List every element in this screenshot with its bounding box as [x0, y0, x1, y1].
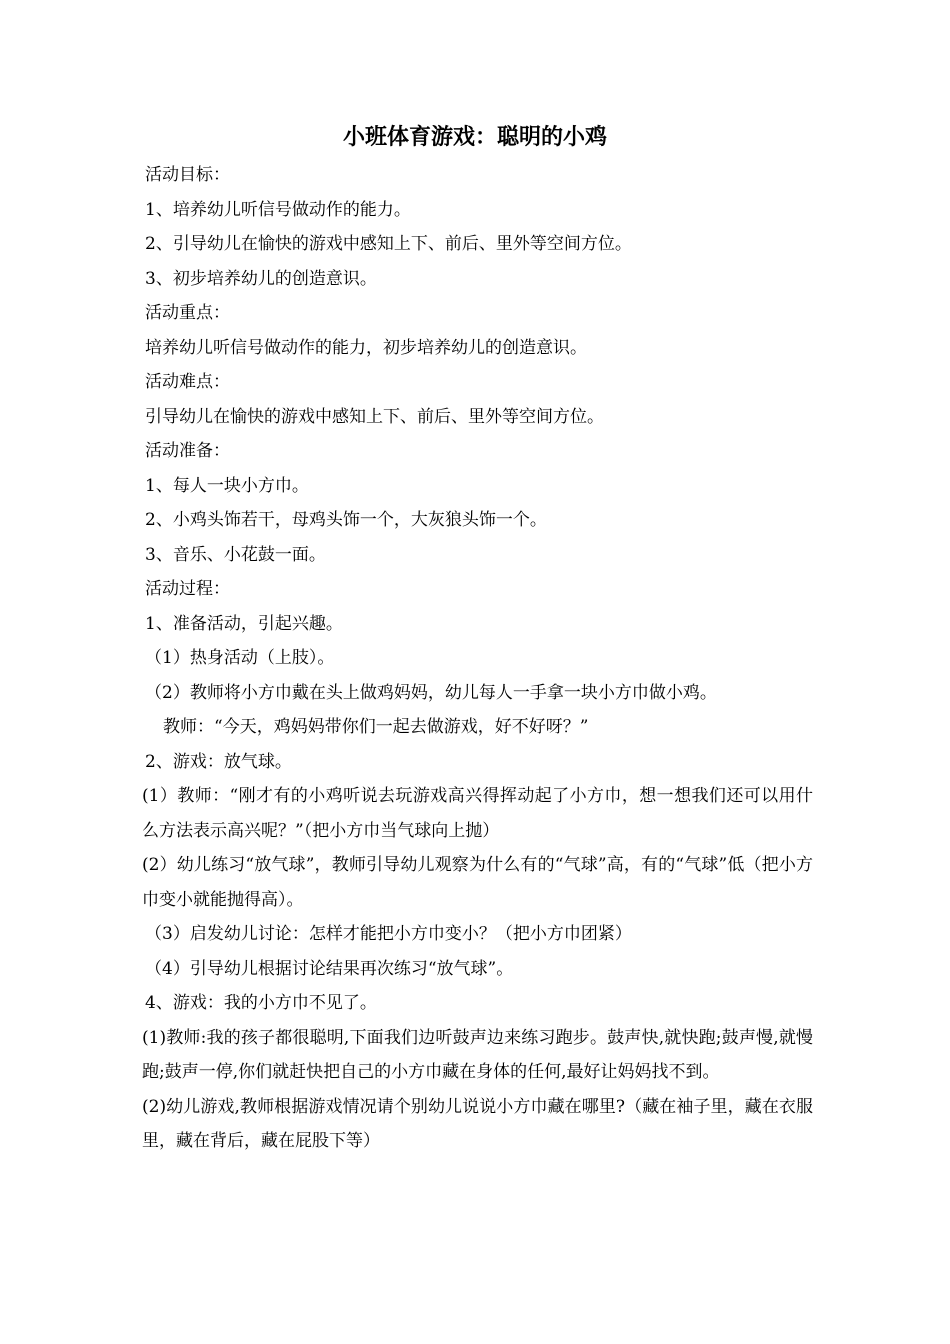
- process-substep: （3）启发幼儿讨论：怎样才能把小方巾变小？（把小方巾团紧）: [145, 924, 632, 944]
- preparation-item: 1、每人一块小方巾。: [145, 475, 309, 496]
- section-heading-difficulties: 活动难点：: [145, 372, 230, 392]
- process-substep: (2)幼儿游戏,教师根据游戏情况请个别幼儿说说小方巾藏在哪里?（藏在袖子里，藏在衣服里，藏在背后，藏在屁股下等）: [142, 1096, 813, 1151]
- section-heading-key-points: 活动重点：: [145, 303, 230, 323]
- process-step: 2、游戏：放气球。: [145, 751, 292, 772]
- key-points-text: 培养幼儿听信号做动作的能力，初步培养幼儿的创造意识。: [145, 337, 587, 358]
- document-title: 小班体育游戏：聪明的小鸡: [342, 124, 607, 150]
- process-substep: (1）教师：“刚才有的小鸡听说去玩游戏高兴得挥动起了小方巾，想一想我们还可以用什么方法表示高兴呢？”（把小方巾当气球向上抛）: [142, 786, 813, 841]
- section-heading-goals: 活动目标：: [145, 165, 230, 185]
- process-step: 4、游戏：我的小方巾不见了。: [145, 993, 377, 1013]
- process-step: 1、准备活动，引起兴趣。: [145, 613, 343, 634]
- process-substep: （1）热身活动（上肢）。: [145, 648, 335, 668]
- preparation-item: 2、小鸡头饰若干，母鸡头饰一个，大灰狼头饰一个。: [145, 510, 547, 530]
- section-heading-preparation: 活动准备：: [145, 441, 230, 461]
- process-substep: (1)教师:我的孩子都很聪明,下面我们边听鼓声边来练习跑步。鼓声快,就快跑;鼓声慢,就慢跑;鼓声一停,你们就赶快把自己的小方巾藏在身体的任何,最好让妈妈找不到。: [142, 1027, 813, 1082]
- preparation-item: 3、音乐、小花鼓一面。: [145, 544, 326, 565]
- section-heading-process: 活动过程：: [145, 579, 230, 599]
- process-substep: （2）教师将小方巾戴在头上做鸡妈妈，幼儿每人一手拿一块小方巾做小鸡。: [145, 682, 717, 703]
- document-body: [142, 158, 813, 1159]
- goal-item: 1、培养幼儿听信号做动作的能力。: [145, 199, 411, 220]
- process-substep: (2）幼儿练习“放气球”，教师引导幼儿观察为什么有的“气球”高，有的“气球”低（把小方巾变小就能抛得高）。: [142, 855, 813, 910]
- difficulties-text: 引导幼儿在愉快的游戏中感知上下、前后、里外等空间方位。: [145, 406, 604, 427]
- teacher-quote: 教师：“今天，鸡妈妈带你们一起去做游戏，好不好呀？”: [163, 717, 589, 737]
- goal-item: 2、引导幼儿在愉快的游戏中感知上下、前后、里外等空间方位。: [145, 234, 632, 254]
- goal-item: 3、初步培养幼儿的创造意识。: [145, 268, 377, 289]
- process-substep: （4）引导幼儿根据讨论结果再次练习“放气球”。: [145, 958, 514, 979]
